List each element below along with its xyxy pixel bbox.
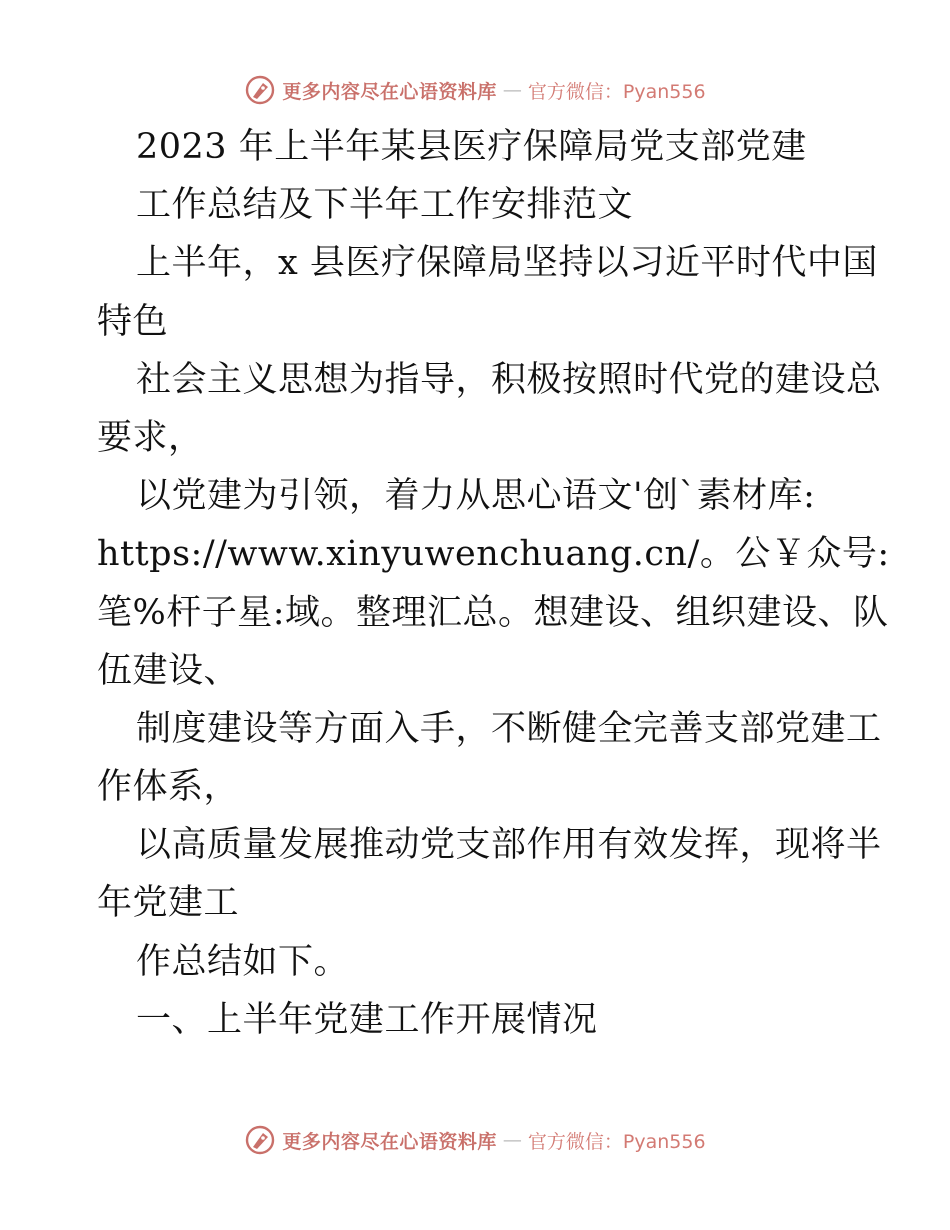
pen-nib-icon xyxy=(244,74,276,106)
watermark-text: 更多内容尽在心语资料库 xyxy=(282,1130,497,1153)
paragraph-line: 特色 xyxy=(97,301,169,342)
pen-nib-icon xyxy=(244,1124,276,1156)
paragraph-line: 以党建为引领，着力从思心语文'创`素材库: xyxy=(136,476,816,517)
paragraph-line: 作体系， xyxy=(97,767,240,808)
footer-watermark xyxy=(0,1120,950,1160)
paragraph-line: 伍建设、 xyxy=(97,650,240,691)
title-line-2: 工作总结及下半年工作安排范文 xyxy=(136,185,634,226)
paragraph-line: 制度建设等方面入手，不断健全完善支部党建工 xyxy=(136,708,882,749)
paragraph-line: https://www.xinyuwenchuang.cn/。公￥众号: xyxy=(97,534,890,575)
watermark-wechat: 官方微信：Pyan556 xyxy=(527,1130,706,1153)
paragraph-line: 作总结如下。 xyxy=(136,941,350,982)
paragraph-line: 社会主义思想为指导，积极按照时代党的建设总 xyxy=(136,359,882,400)
paragraph-line: 以高质量发展推动党支部作用有效发挥，现将半 xyxy=(136,825,882,866)
title-line-1: 2023 年上半年某县医疗保障局党支部党建 xyxy=(136,127,807,167)
section-heading: 一、上半年党建工作开展情况 xyxy=(136,999,598,1040)
document-body xyxy=(97,118,890,1049)
watermark-text: 更多内容尽在心语资料库 xyxy=(282,80,497,103)
paragraph-line: 要求， xyxy=(97,417,204,458)
watermark-separator: — xyxy=(502,79,522,101)
watermark-separator: — xyxy=(502,1129,522,1151)
watermark-wechat: 官方微信：Pyan556 xyxy=(527,80,706,103)
header-watermark xyxy=(0,70,950,110)
paragraph-line: 笔%杆子星:域。整理汇总。想建设、组织建设、队 xyxy=(97,592,889,633)
paragraph-line: 上半年，x 县医疗保障局坚持以习近平时代中国 xyxy=(136,243,878,284)
paragraph-line: 年党建工 xyxy=(97,883,240,924)
